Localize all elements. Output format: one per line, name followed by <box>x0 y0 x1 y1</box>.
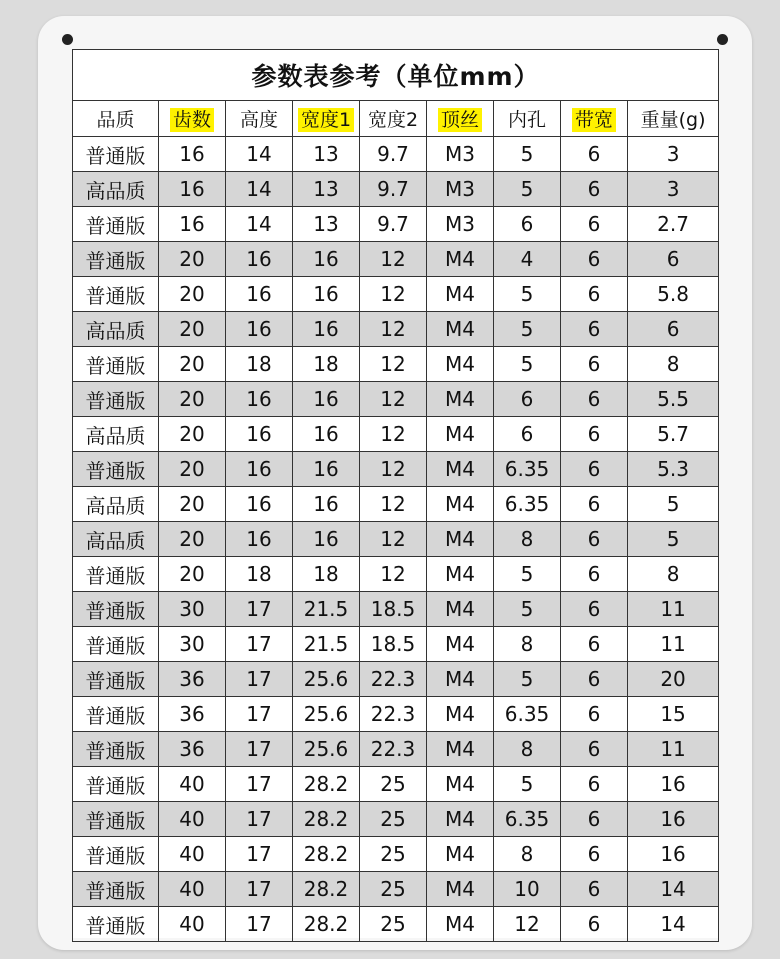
value-cell: 40 <box>159 872 226 907</box>
value-cell: 18 <box>293 557 360 592</box>
value-cell: 18.5 <box>360 592 427 627</box>
value-cell: 14 <box>628 872 719 907</box>
value-cell: 16 <box>159 172 226 207</box>
value-cell: 6 <box>628 312 719 347</box>
grade-cell: 普通版 <box>73 627 159 662</box>
grade-cell: 高品质 <box>73 487 159 522</box>
value-cell: 12 <box>360 487 427 522</box>
value-cell: 11 <box>628 732 719 767</box>
value-cell: 20 <box>159 382 226 417</box>
value-cell: 16 <box>226 487 293 522</box>
value-cell: M4 <box>427 802 494 837</box>
grade-cell: 普通版 <box>73 697 159 732</box>
value-cell: M4 <box>427 872 494 907</box>
value-cell: 12 <box>360 347 427 382</box>
value-cell: 36 <box>159 662 226 697</box>
value-cell: 6 <box>628 242 719 277</box>
grade-cell: 普通版 <box>73 137 159 172</box>
value-cell: 28.2 <box>293 907 360 942</box>
value-cell: 12 <box>360 242 427 277</box>
parameter-table <box>72 49 719 942</box>
value-cell: 8 <box>494 627 561 662</box>
grade-cell: 普通版 <box>73 277 159 312</box>
value-cell: 8 <box>494 732 561 767</box>
table-row <box>73 172 719 207</box>
table-row <box>73 382 719 417</box>
column-header-4 <box>360 101 427 137</box>
column-header-label: 内孔 <box>507 109 546 131</box>
value-cell: 25.6 <box>293 662 360 697</box>
value-cell: 16 <box>159 137 226 172</box>
value-cell: 25 <box>360 907 427 942</box>
parameter-sheet <box>72 49 718 938</box>
value-cell: 21.5 <box>293 627 360 662</box>
column-header-8 <box>628 101 719 137</box>
value-cell: 30 <box>159 592 226 627</box>
value-cell: 5.8 <box>628 277 719 312</box>
value-cell: 11 <box>628 592 719 627</box>
value-cell: M4 <box>427 662 494 697</box>
value-cell: 20 <box>159 242 226 277</box>
value-cell: 40 <box>159 767 226 802</box>
column-header-6 <box>494 101 561 137</box>
value-cell: 5 <box>494 347 561 382</box>
table-row <box>73 767 719 802</box>
value-cell: 16 <box>226 277 293 312</box>
value-cell: 5.5 <box>628 382 719 417</box>
value-cell: 13 <box>293 207 360 242</box>
table-row <box>73 242 719 277</box>
value-cell: 17 <box>226 907 293 942</box>
value-cell: 6 <box>561 242 628 277</box>
value-cell: 16 <box>226 312 293 347</box>
value-cell: 16 <box>226 452 293 487</box>
value-cell: M4 <box>427 382 494 417</box>
value-cell: 36 <box>159 732 226 767</box>
value-cell: 17 <box>226 732 293 767</box>
column-header-5 <box>427 101 494 137</box>
value-cell: 5 <box>494 557 561 592</box>
column-header-label: 品质 <box>96 109 135 131</box>
value-cell: 6 <box>494 207 561 242</box>
value-cell: 28.2 <box>293 802 360 837</box>
value-cell: M4 <box>427 732 494 767</box>
table-row <box>73 557 719 592</box>
value-cell: 12 <box>360 522 427 557</box>
value-cell: 8 <box>494 837 561 872</box>
table-row <box>73 277 719 312</box>
value-cell: 3 <box>628 172 719 207</box>
value-cell: 36 <box>159 697 226 732</box>
table-row <box>73 907 719 942</box>
value-cell: 6 <box>561 312 628 347</box>
value-cell: 5 <box>628 522 719 557</box>
value-cell: 17 <box>226 592 293 627</box>
column-header-label: 重量(g) <box>640 109 706 131</box>
grade-cell: 普通版 <box>73 592 159 627</box>
value-cell: 5 <box>494 137 561 172</box>
grade-cell: 普通版 <box>73 837 159 872</box>
value-cell: 28.2 <box>293 767 360 802</box>
value-cell: 16 <box>293 417 360 452</box>
value-cell: 5 <box>628 487 719 522</box>
value-cell: 20 <box>159 312 226 347</box>
column-header-label: 宽度1 <box>298 108 354 132</box>
column-header-row <box>73 101 719 137</box>
value-cell: 40 <box>159 802 226 837</box>
value-cell: 16 <box>293 312 360 347</box>
value-cell: 4 <box>494 242 561 277</box>
value-cell: 13 <box>293 172 360 207</box>
value-cell: 16 <box>293 522 360 557</box>
value-cell: 20 <box>159 347 226 382</box>
table-row <box>73 872 719 907</box>
value-cell: 18 <box>226 557 293 592</box>
grade-cell: 普通版 <box>73 242 159 277</box>
column-header-label: 宽度2 <box>367 109 419 131</box>
grade-cell: 高品质 <box>73 172 159 207</box>
value-cell: 6 <box>561 487 628 522</box>
value-cell: 6 <box>561 277 628 312</box>
value-cell: 6.35 <box>494 697 561 732</box>
table-row <box>73 837 719 872</box>
value-cell: 6 <box>561 732 628 767</box>
value-cell: 17 <box>226 662 293 697</box>
value-cell: 6 <box>561 767 628 802</box>
table-row <box>73 487 719 522</box>
value-cell: 6 <box>561 802 628 837</box>
value-cell: 16 <box>293 277 360 312</box>
value-cell: 16 <box>293 452 360 487</box>
value-cell: M4 <box>427 627 494 662</box>
value-cell: 30 <box>159 627 226 662</box>
value-cell: 6 <box>561 697 628 732</box>
value-cell: 6 <box>561 907 628 942</box>
value-cell: 12 <box>360 557 427 592</box>
value-cell: 6.35 <box>494 452 561 487</box>
value-cell: 16 <box>293 487 360 522</box>
value-cell: M4 <box>427 697 494 732</box>
value-cell: 12 <box>360 312 427 347</box>
table-row <box>73 662 719 697</box>
value-cell: 2.7 <box>628 207 719 242</box>
value-cell: 12 <box>360 277 427 312</box>
table-row <box>73 802 719 837</box>
value-cell: 17 <box>226 802 293 837</box>
grade-cell: 高品质 <box>73 417 159 452</box>
column-header-1 <box>159 101 226 137</box>
value-cell: M4 <box>427 837 494 872</box>
grade-cell: 普通版 <box>73 732 159 767</box>
table-row <box>73 452 719 487</box>
value-cell: 22.3 <box>360 732 427 767</box>
value-cell: 3 <box>628 137 719 172</box>
value-cell: 6 <box>561 172 628 207</box>
grade-cell: 普通版 <box>73 872 159 907</box>
value-cell: 6 <box>561 347 628 382</box>
value-cell: 17 <box>226 627 293 662</box>
value-cell: 6 <box>561 522 628 557</box>
value-cell: 6 <box>561 452 628 487</box>
value-cell: 25 <box>360 802 427 837</box>
value-cell: 16 <box>628 802 719 837</box>
column-header-0 <box>73 101 159 137</box>
value-cell: 20 <box>628 662 719 697</box>
value-cell: M4 <box>427 487 494 522</box>
value-cell: 6 <box>561 592 628 627</box>
column-header-label: 高度 <box>239 109 278 131</box>
value-cell: 14 <box>226 172 293 207</box>
value-cell: 22.3 <box>360 697 427 732</box>
value-cell: 12 <box>360 417 427 452</box>
value-cell: 25 <box>360 767 427 802</box>
value-cell: 12 <box>360 382 427 417</box>
value-cell: 15 <box>628 697 719 732</box>
grade-cell: 普通版 <box>73 907 159 942</box>
value-cell: 16 <box>226 522 293 557</box>
value-cell: 18 <box>226 347 293 382</box>
value-cell: 6 <box>494 382 561 417</box>
table-body <box>73 137 719 942</box>
value-cell: 16 <box>226 382 293 417</box>
value-cell: 16 <box>628 767 719 802</box>
value-cell: M4 <box>427 592 494 627</box>
table-row <box>73 417 719 452</box>
value-cell: M4 <box>427 277 494 312</box>
value-cell: 17 <box>226 837 293 872</box>
value-cell: 6 <box>494 417 561 452</box>
value-cell: M3 <box>427 137 494 172</box>
table-row <box>73 732 719 767</box>
value-cell: 20 <box>159 487 226 522</box>
table-row <box>73 592 719 627</box>
value-cell: M4 <box>427 907 494 942</box>
value-cell: M4 <box>427 452 494 487</box>
grade-cell: 高品质 <box>73 312 159 347</box>
value-cell: 20 <box>159 417 226 452</box>
table-row <box>73 207 719 242</box>
column-header-label: 带宽 <box>572 108 616 132</box>
value-cell: 6 <box>561 627 628 662</box>
value-cell: M4 <box>427 767 494 802</box>
grade-cell: 普通版 <box>73 452 159 487</box>
column-header-3 <box>293 101 360 137</box>
value-cell: M4 <box>427 242 494 277</box>
value-cell: M4 <box>427 347 494 382</box>
grade-cell: 高品质 <box>73 522 159 557</box>
value-cell: 8 <box>628 347 719 382</box>
value-cell: M4 <box>427 557 494 592</box>
column-header-label: 齿数 <box>170 108 214 132</box>
value-cell: 21.5 <box>293 592 360 627</box>
value-cell: 6 <box>561 137 628 172</box>
value-cell: 16 <box>226 417 293 452</box>
value-cell: 17 <box>226 872 293 907</box>
table-row <box>73 312 719 347</box>
value-cell: 6 <box>561 872 628 907</box>
value-cell: 28.2 <box>293 837 360 872</box>
value-cell: M3 <box>427 207 494 242</box>
value-cell: M4 <box>427 417 494 452</box>
value-cell: 17 <box>226 697 293 732</box>
value-cell: 12 <box>360 452 427 487</box>
value-cell: M4 <box>427 522 494 557</box>
value-cell: 9.7 <box>360 172 427 207</box>
value-cell: 8 <box>628 557 719 592</box>
table-row <box>73 137 719 172</box>
value-cell: 6 <box>561 417 628 452</box>
value-cell: 11 <box>628 627 719 662</box>
mounting-hole-left <box>62 34 73 45</box>
value-cell: 6 <box>561 837 628 872</box>
value-cell: 5 <box>494 277 561 312</box>
value-cell: 40 <box>159 907 226 942</box>
value-cell: 5 <box>494 662 561 697</box>
value-cell: 5 <box>494 172 561 207</box>
column-header-7 <box>561 101 628 137</box>
grade-cell: 普通版 <box>73 802 159 837</box>
value-cell: 20 <box>159 277 226 312</box>
value-cell: 40 <box>159 837 226 872</box>
value-cell: 14 <box>628 907 719 942</box>
value-cell: 10 <box>494 872 561 907</box>
value-cell: 5 <box>494 312 561 347</box>
grade-cell: 普通版 <box>73 347 159 382</box>
grade-cell: 普通版 <box>73 662 159 697</box>
value-cell: 5.7 <box>628 417 719 452</box>
value-cell: 16 <box>226 242 293 277</box>
value-cell: M4 <box>427 312 494 347</box>
value-cell: 6 <box>561 382 628 417</box>
value-cell: 18 <box>293 347 360 382</box>
grade-cell: 普通版 <box>73 557 159 592</box>
grade-cell: 普通版 <box>73 207 159 242</box>
value-cell: 25 <box>360 872 427 907</box>
value-cell: 6.35 <box>494 802 561 837</box>
value-cell: 5 <box>494 767 561 802</box>
table-row <box>73 697 719 732</box>
grade-cell: 普通版 <box>73 767 159 802</box>
value-cell: 16 <box>628 837 719 872</box>
value-cell: 9.7 <box>360 207 427 242</box>
value-cell: 17 <box>226 767 293 802</box>
column-header-label: 顶丝 <box>438 108 482 132</box>
table-row <box>73 522 719 557</box>
value-cell: 5 <box>494 592 561 627</box>
value-cell: 16 <box>293 382 360 417</box>
mounting-hole-right <box>717 34 728 45</box>
value-cell: 16 <box>293 242 360 277</box>
value-cell: 28.2 <box>293 872 360 907</box>
value-cell: 13 <box>293 137 360 172</box>
value-cell: 20 <box>159 522 226 557</box>
value-cell: M3 <box>427 172 494 207</box>
value-cell: 6 <box>561 662 628 697</box>
table-row <box>73 627 719 662</box>
value-cell: 5.3 <box>628 452 719 487</box>
value-cell: 12 <box>494 907 561 942</box>
value-cell: 6 <box>561 207 628 242</box>
value-cell: 25.6 <box>293 697 360 732</box>
table-title: 参数表参考（单位mm） <box>73 50 719 101</box>
value-cell: 22.3 <box>360 662 427 697</box>
value-cell: 14 <box>226 137 293 172</box>
table-row <box>73 347 719 382</box>
value-cell: 8 <box>494 522 561 557</box>
grade-cell: 普通版 <box>73 382 159 417</box>
value-cell: 18.5 <box>360 627 427 662</box>
value-cell: 6.35 <box>494 487 561 522</box>
value-cell: 25.6 <box>293 732 360 767</box>
value-cell: 14 <box>226 207 293 242</box>
column-header-2 <box>226 101 293 137</box>
value-cell: 20 <box>159 452 226 487</box>
value-cell: 9.7 <box>360 137 427 172</box>
value-cell: 25 <box>360 837 427 872</box>
value-cell: 6 <box>561 557 628 592</box>
value-cell: 20 <box>159 557 226 592</box>
value-cell: 16 <box>159 207 226 242</box>
